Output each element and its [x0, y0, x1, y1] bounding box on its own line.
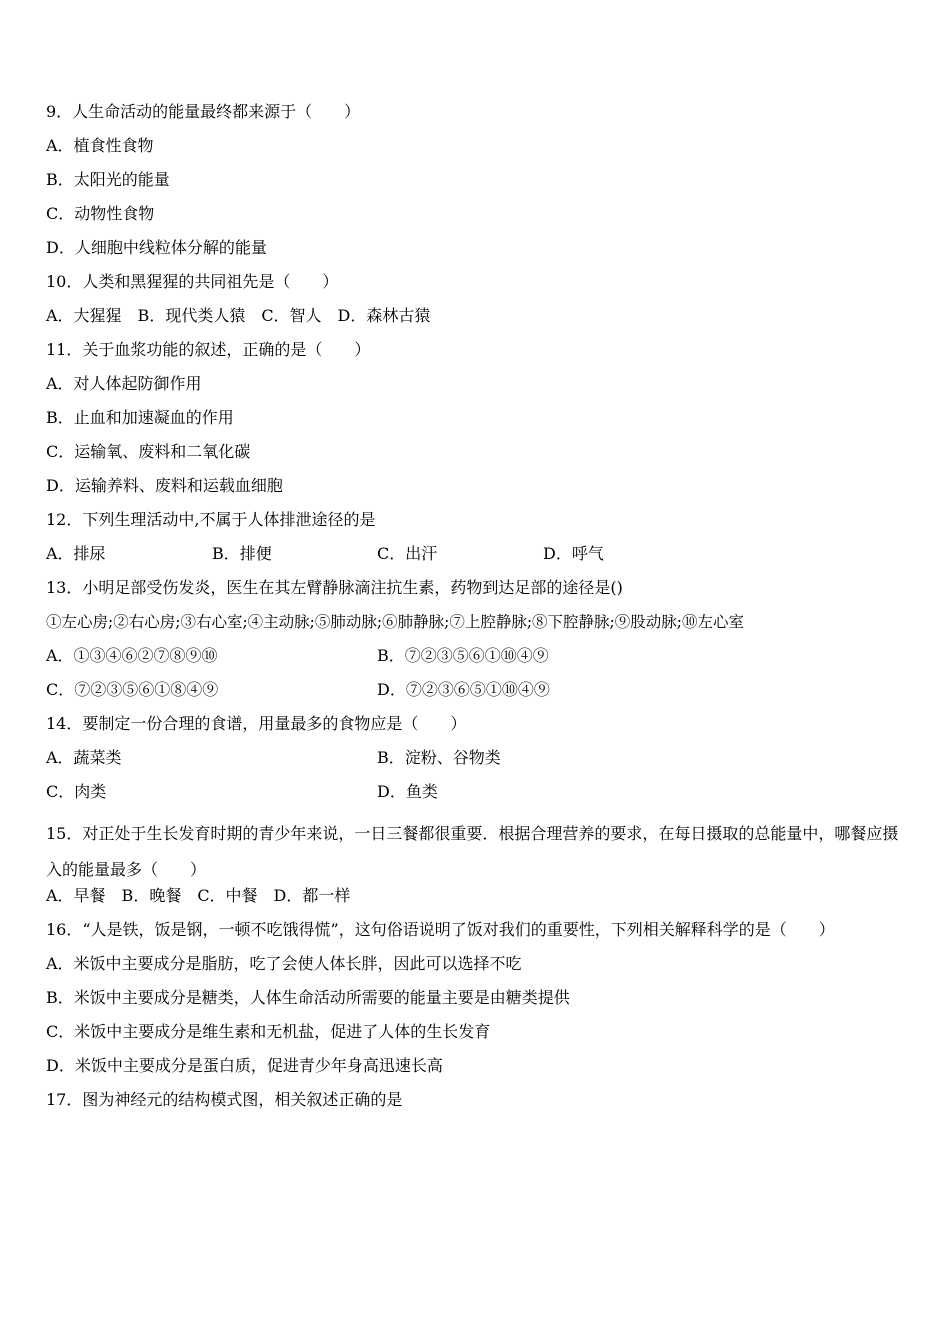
question-13-note: ①左心房;②右心房;③右心室;④主动脉;⑤肺动脉;⑥肺静脉;⑦上腔静脉;⑧下腔静脉;⑨股动脉;⑩左心室 [46, 613, 745, 631]
question-14-option-d: D．鱼类 [377, 782, 438, 801]
question-16-stem: 16．“人是铁，饭是钢，一顿不吃饿得慌”，这句俗语说明了饭对我们的重要性，下列相关解释科学的是（ ） [46, 920, 835, 939]
question-11-option-a: A．对人体起防御作用 [46, 374, 202, 393]
question-16-option-c: C．米饭中主要成分是维生素和无机盐，促进了人体的生长发育 [46, 1022, 491, 1041]
question-14-option-c: C．肉类 [46, 782, 107, 801]
question-10-options: A．大猩猩 B．现代类人猿 C．智人 D．森林古猿 [46, 306, 431, 325]
question-9-option-a: A．植食性食物 [46, 136, 154, 155]
question-15-stem: 15．对正处于生长发育时期的青少年来说，一日三餐都很重要．根据合理营养的要求，在每日摄取的总能量中，哪餐应摄入的能量最多（ ） [46, 824, 899, 879]
question-13-stem: 13．小明足部受伤发炎，医生在其左臂静脉滴注抗生素，药物到达足部的途径是() [46, 578, 623, 597]
question-11-option-c: C．运输氧、废料和二氧化碳 [46, 442, 251, 461]
question-12-stem: 12．下列生理活动中,不属于人体排泄途径的是 [46, 510, 376, 529]
question-17-stem: 17．图为神经元的结构模式图，相关叙述正确的是 [46, 1090, 403, 1109]
question-16-option-b: B．米饭中主要成分是糖类，人体生命活动所需要的能量主要是由糖类提供 [46, 988, 570, 1007]
question-14-option-b: B．淀粉、谷物类 [377, 748, 501, 767]
question-9-option-c: C．动物性食物 [46, 204, 155, 223]
question-13-option-c: C．⑦②③⑤⑥①⑧④⑨ [46, 680, 219, 699]
question-13-option-d: D．⑦②③⑥⑤①⑩④⑨ [377, 680, 550, 699]
question-14-stem: 14．要制定一份合理的食谱，用量最多的食物应是（ ） [46, 714, 467, 733]
question-12-option-d: D．呼气 [543, 544, 604, 563]
question-9-option-d: D．人细胞中线粒体分解的能量 [46, 238, 267, 257]
question-15-options: A．早餐 B．晚餐 C．中餐 D．都一样 [46, 886, 351, 905]
question-12-option-a: A．排尿 [46, 544, 106, 563]
question-11-option-b: B．止血和加速凝血的作用 [46, 408, 234, 427]
question-14-option-a: A．蔬菜类 [46, 748, 122, 767]
question-16-option-a: A．米饭中主要成分是脂肪，吃了会使人体长胖，因此可以选择不吃 [46, 954, 522, 973]
question-13-option-b: B．⑦②③⑤⑥①⑩④⑨ [377, 646, 549, 665]
question-12-option-c: C．出汗 [377, 544, 438, 563]
question-12-option-b: B．排便 [212, 544, 272, 563]
question-16-option-d: D．米饭中主要成分是蛋白质，促进青少年身高迅速长高 [46, 1056, 443, 1075]
question-11-stem: 11．关于血浆功能的叙述，正确的是（ ） [46, 340, 371, 359]
question-11-option-d: D．运输养料、废料和运载血细胞 [46, 476, 283, 495]
question-10-stem: 10．人类和黑猩猩的共同祖先是（ ） [46, 272, 339, 291]
question-13-option-a: A．①③④⑥②⑦⑧⑨⑩ [46, 646, 218, 665]
question-9-stem: 9．人生命活动的能量最终都来源于（ ） [46, 102, 361, 121]
question-9-option-b: B．太阳光的能量 [46, 170, 170, 189]
